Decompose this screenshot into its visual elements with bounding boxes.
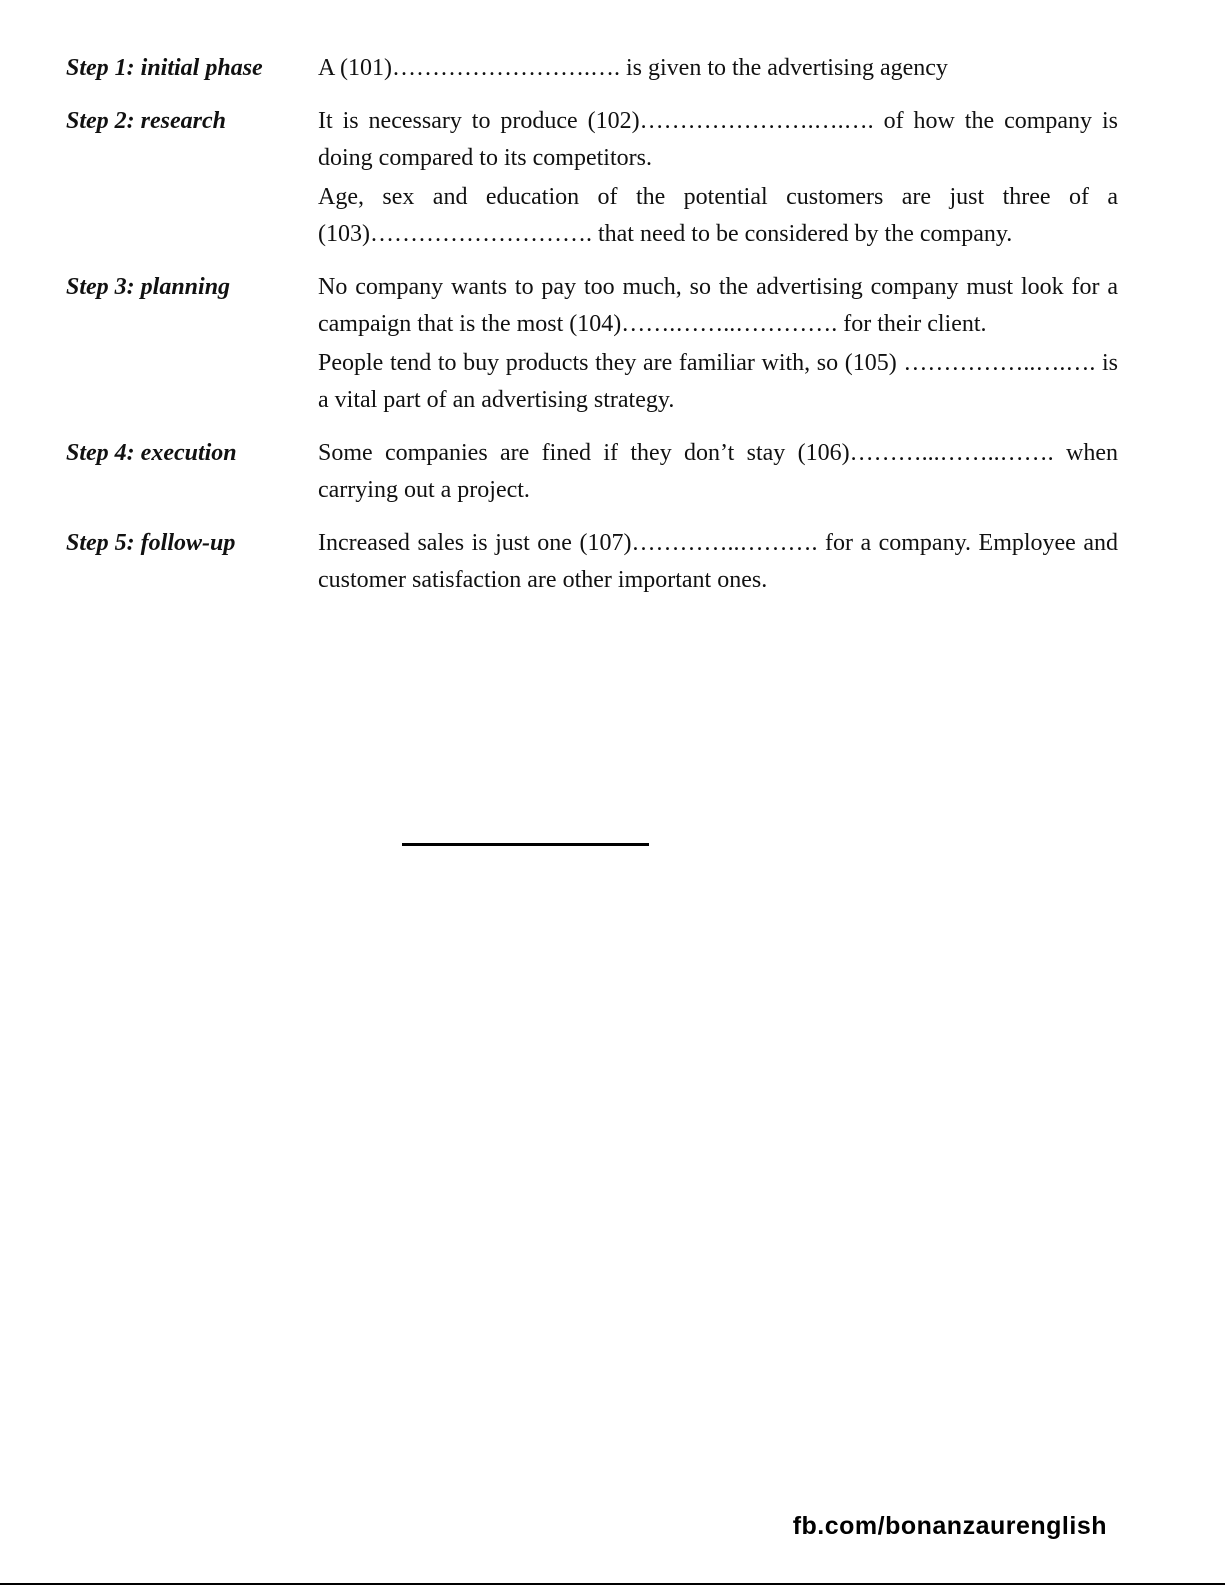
step-5 [66, 525, 1118, 599]
footer-link: fb.com/bonanzaurenglish [792, 1512, 1107, 1540]
step-label: Step 1: initial phase [66, 55, 263, 81]
step-4 [66, 435, 1118, 509]
step-label: Step 3: planning [66, 274, 231, 300]
step-2 [66, 103, 1118, 253]
section-divider [402, 843, 649, 846]
step-paragraph: No company wants to pay too much, so the advertising company must look for a campaign that is the most (104)…….……..…………. for their client. [318, 274, 1118, 337]
step-3 [66, 269, 1118, 419]
step-body [318, 435, 1118, 509]
step-paragraph: A (101)…………………….…. is given to the advertising agency [318, 55, 948, 81]
steps-list [66, 50, 1118, 615]
step-body [318, 50, 1118, 87]
step-paragraph: People tend to buy products they are familiar with, so (105) ……………..….…. is a vital part of an advertising strategy. [318, 350, 1118, 413]
step-body [318, 525, 1118, 599]
step-paragraph: Increased sales is just one (107)…………..………. for a company. Employee and customer satisfaction are other important ones. [318, 530, 1118, 593]
step-label: Step 4: execution [66, 440, 237, 466]
step-paragraph: Age, sex and education of the potential customers are just three of a (103)………………………. that need to be considered by the company. [318, 184, 1118, 247]
step-paragraph: It is necessary to produce (102)………………….….…. of how the company is doing compared to its competitors. [318, 108, 1118, 171]
step-label: Step 5: follow-up [66, 530, 236, 556]
step-paragraph: Some companies are fined if they don’t stay (106)………...……..……. when carrying out a project. [318, 440, 1118, 503]
step-1 [66, 50, 1118, 87]
step-body [318, 269, 1118, 419]
step-label: Step 2: research [66, 108, 226, 134]
step-body [318, 103, 1118, 253]
